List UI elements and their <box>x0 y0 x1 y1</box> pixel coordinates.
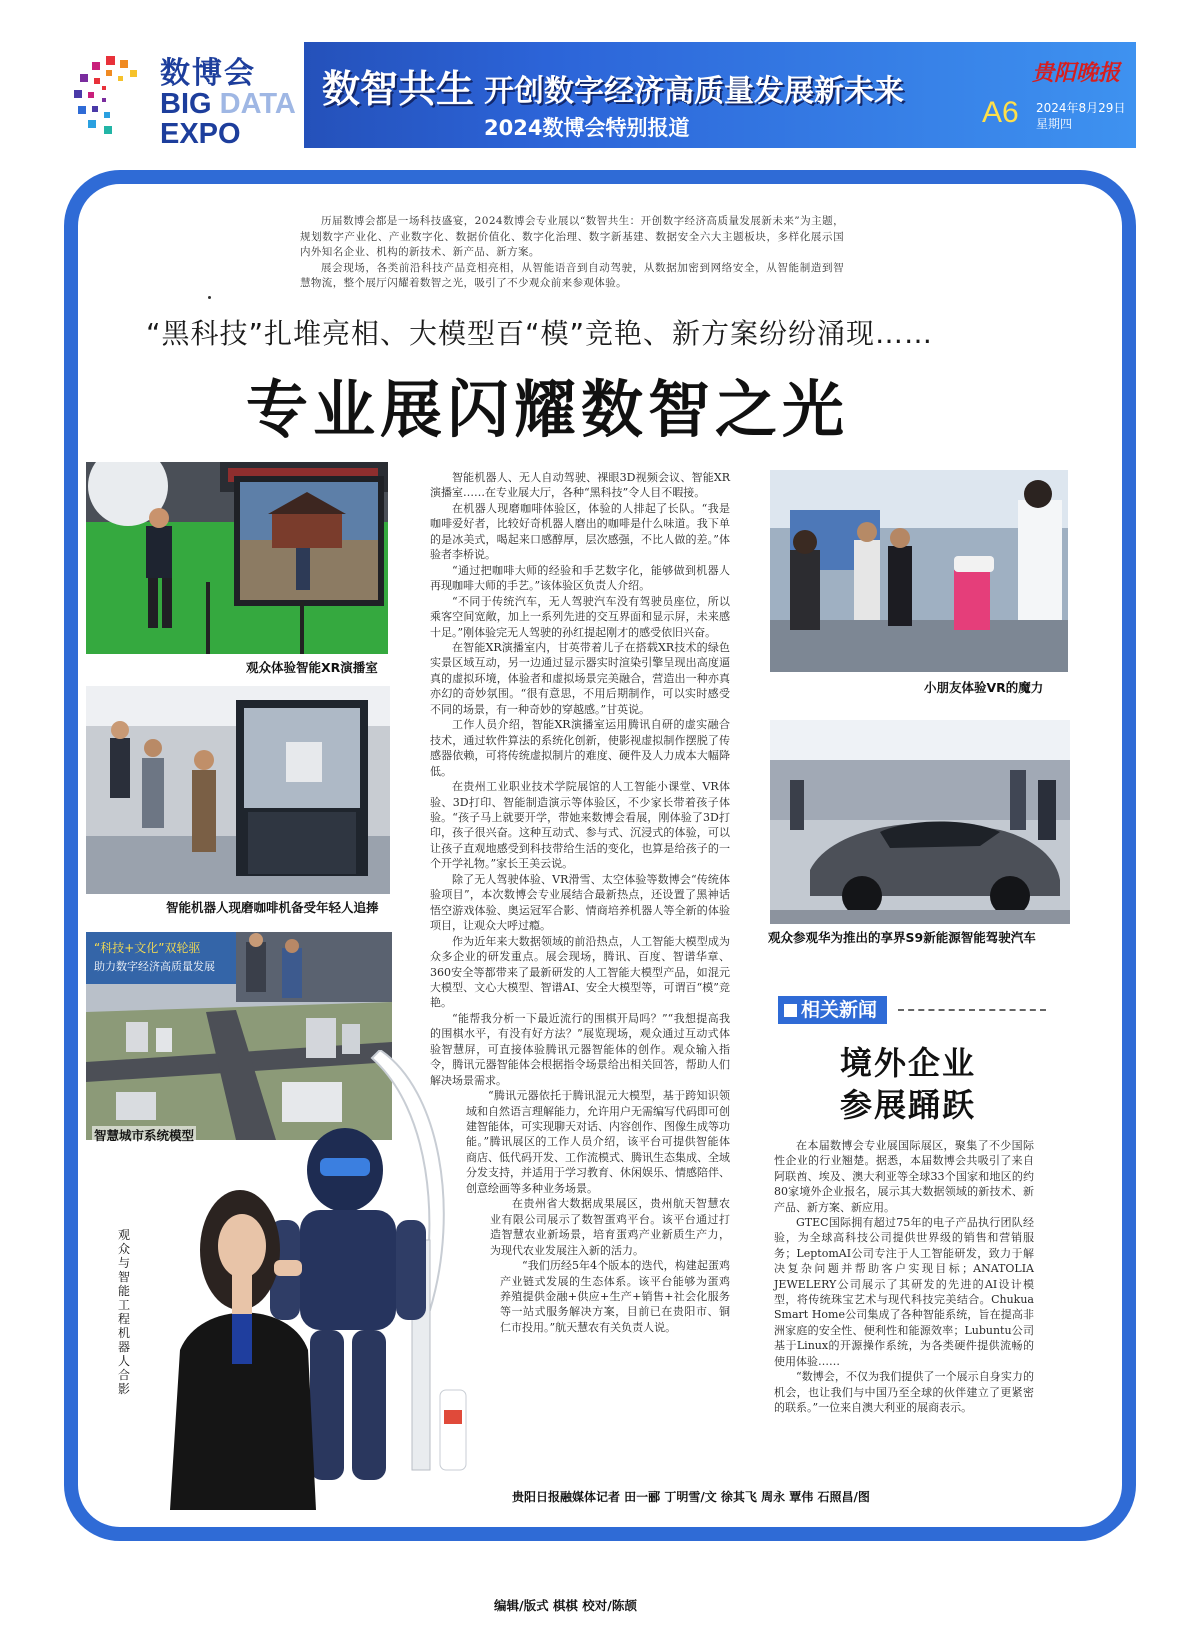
related-news-title <box>818 1042 998 1126</box>
expo-name-en-line1 <box>160 88 296 121</box>
article-paragraph: 在贵州工业职业技术学院展馆的人工智能小课堂、VR体验、3D打印、智能制造演示等体验区，不少家长带着孩子体验。“孩子马上就要开学，带她来数博会看展，刚体验了3D打印，孩子很兴奋。这种互动式、参与式、沉浸式的体验，可以让孩子直观地感受到科技带给生活的变化，也算是给孩子的一个开学礼物。”家长王美云说。 <box>430 780 730 871</box>
related-news-label: 相关新闻 <box>801 999 878 1021</box>
square-icon <box>784 1004 797 1017</box>
article-paragraph: “通过把咖啡大师的经验和手艺数字化，能够做到机器人再现咖啡大师的手艺。”该体验区负责人介绍。 <box>430 563 730 593</box>
caption-smart-car: 观众参观华为推出的享界S9新能源智能驾驶汽车 <box>768 930 1036 945</box>
expo-logo <box>64 42 304 148</box>
expo-name-cn: 数博会 <box>160 56 256 91</box>
caption-vr-kid: 小朋友体验VR的魔力 <box>924 680 1044 695</box>
article-paragraph: 作为近年来大数据领域的前沿热点，人工智能大模型成为众多企业的研发重点。展会现场，腾讯、百度、智谱华章、360安全等都带来了最新研发的人工智能大模型产品，如混元大模型、文心大模型、智谱AI、安全大模型等，可谓百“模”竞艳。 <box>430 934 730 1010</box>
photo-vr-kid <box>770 470 1068 672</box>
main-headline: 专业展闪耀数智之光 <box>246 373 850 446</box>
article-body <box>430 470 730 1335</box>
intro-paragraph: 历届数博会都是一场科技盛宴，2024数博会专业展以“数智共生：开创数字经济高质量发展新未来”为主题，规划数字产业化、产业数字化、数据价值化、数字化治理、数字新基建、数据安全六大主题板块，多样化展示国内外知名企业、机构的新技术、新产品、新方案。 <box>300 215 844 259</box>
city-banner-text-2: 助力数字经济高质量发展 <box>94 960 215 973</box>
intro-paragraph: 展会现场，各类前沿科技产品竞相亮相，从智能语音到自动驾驶，从数据加密到网络安全，从智能制造到智慧物流，整个展厅闪耀着数智之光，吸引了不少观众前来参观体验。 <box>300 261 844 290</box>
caption-engineering-robot: 观众与智能工程机器人合影 <box>118 1228 131 1396</box>
expo-name-en-line2: EXPO <box>160 118 241 148</box>
header-subtitle: 2024数博会特别报道 <box>484 116 690 140</box>
issue-weekday: 星期四 <box>1036 117 1073 131</box>
article-paragraph: 在贵州省大数据成果展区，贵州航天智慧农业有限公司展示了数智蛋鸡平台。该平台通过打造智慧农业新场景，培育蛋鸡产业新质生产力，为现代农业发展注入新的活力。 <box>490 1197 730 1257</box>
article-paragraph: 在机器人现磨咖啡体验区，体验的人排起了长队。“我是咖啡爱好者，比较好奇机器人磨出的咖啡是什么味道。我下单的是冰美式，喝起来口感醇厚，层次感强，不比人做的差。”体验者李桥说。 <box>430 501 730 562</box>
related-title-line: 境外企业 <box>839 1044 976 1082</box>
related-title-line: 参展踊跃 <box>839 1086 976 1124</box>
caption-smart-city: 智慧城市系统模型 <box>94 1128 195 1143</box>
article-paragraph: “能帮我分析一下最近流行的围棋开局吗？”“我想提高我的围棋水平，有没有好方法？”展览现场，观众通过互动式体验智慧屏，可直接体验腾讯元器智能体的创作。观众输入指令，腾讯元器智能体会根据指令场景给出相关回答，帮助人们解决场景需求。 <box>430 1011 730 1087</box>
page-number: A6 <box>982 96 1019 129</box>
article-paragraph: 在智能XR演播室内，甘英带着儿子在搭载XR技术的绿色实景区域互动，另一边通过显示器实时渲染引擎呈现出高度逼真的虚拟环境，体验者和虚拟场景完美融合，营造出一种亦真亦幻的奇妙氛围。“很有意思，不用后期制作，可以实时感受不同的场景，有一种奇妙的穿越感。”甘英说。 <box>430 640 730 716</box>
caption-xr-studio: 观众体验智能XR演播室 <box>246 660 378 675</box>
related-news-tag <box>778 996 887 1024</box>
photo-xr-studio <box>86 462 388 654</box>
decorative-dot <box>208 296 211 299</box>
header-slogan-b: 开创数字经济高质量发展新未来 <box>484 74 904 109</box>
byline-credit: 贵阳日报融媒体记者 田一郦 丁明雪/文 徐其飞 周永 覃伟 石照昌/图 <box>512 1490 870 1504</box>
page-header <box>64 42 1136 148</box>
related-news-body <box>774 1138 1034 1415</box>
article-paragraph: 智能机器人、无人自动驾驶、裸眼3D视频会议、智能XR演播室……在专业展大厅，各种“黑科技”令人目不暇接。 <box>430 471 730 500</box>
article-paragraph: 工作人员介绍，智能XR演播室运用腾讯自研的虚实融合技术，通过软件算法的系统化创新，使影视虚拟制作摆脱了传感器依赖，可将传统虚拟制片的难度、硬件及人力成本大幅降低。 <box>430 718 730 778</box>
header-slogan-a: 数智共生 <box>322 67 475 111</box>
expo-name-en-data: DATA <box>219 88 296 120</box>
photo-engineering-robot <box>140 1050 470 1510</box>
divider <box>898 1009 1046 1011</box>
article-paragraph: “我们历经5年4个版本的迭代，构建起蛋鸡产业链式发展的生态体系。该平台能够为蛋鸡养殖提供金融+供应+生产+销售+社会化服务等一站式服务解决方案，目前已在贵阳市、铜仁市投用。”航天慧农有关负责人说。 <box>500 1259 730 1334</box>
photo-smart-car <box>770 720 1070 924</box>
newspaper-name: 贵阳晚报 <box>1031 60 1120 86</box>
article-paragraph: “腾讯元器依托于腾讯混元大模型，基于跨知识领域和自然语言理解能力，允许用户无需编写代码即可创建智能体，可实现聊天对话、内容创作、图像生成等功能。”腾讯展区的工作人员介绍，该平台可提供智能体商店、低代码开发、工作流模式、腾讯生态集成、全域分发支持，并适用于学习教育、休闲娱乐、情感陪伴、创意绘画等多种业务场景。 <box>466 1089 730 1195</box>
caption-coffee-robot: 智能机器人现磨咖啡机备受年轻人追捧 <box>166 900 379 915</box>
kicker-headline: “黑科技”扎堆亮相、大模型百“模”竞艳、新方案纷纷涌现…… <box>146 317 934 350</box>
related-paragraph: GTEC国际拥有超过75年的电子产品执行团队经验，为全球高科技公司提供世界级的销售和营销服务；LeptomAI公司专注于人工智能研发，致力于解决复杂问题并帮助客户实现目标；ANATOLIA JEWELERY公司展示了其研发的先进的AI设计模型，将传统珠宝艺术与现代科技完美结合。Chukua Smart Home公司集成了各种智能系统，旨在提高非洲家庭的安全性、便利性和能源效率；Lubuntu公司基于Linux的开源操作系统，为各类硬件提供流畅的使用体验…… <box>774 1216 1034 1368</box>
city-banner-text-1: “科技+文化”双轮驱 <box>94 941 201 955</box>
issue-date <box>1036 100 1125 132</box>
issue-date-text: 2024年8月29日 <box>1036 101 1126 115</box>
expo-logo-mark <box>72 52 152 138</box>
expo-name-en-big: BIG <box>160 88 212 120</box>
related-paragraph: 在本届数博会专业展国际展区，聚集了不少国际性企业的行业翘楚。据悉，本届数博会共吸引了来自阿联酋、埃及、澳大利亚等全球33个国家和地区的约80家境外企业报名，展示其大数据领域的新技术、新产品、新方案、新应用。 <box>774 1139 1034 1214</box>
editor-credit: 编辑/版式 棋棋 校对/陈颉 <box>494 1598 637 1613</box>
photo-coffee-robot <box>86 686 390 894</box>
related-paragraph: “数博会，不仅为我们提供了一个展示自身实力的机会，也让我们与中国乃至全球的伙伴建立了更紧密的联系。”一位来自澳大利亚的展商表示。 <box>774 1370 1034 1414</box>
article-paragraph: 除了无人驾驶体验、VR滑雪、太空体验等数博会“传统体验项目”，本次数博会专业展结合最新热点，还设置了黑神话悟空游戏体验、奥运冠军合影、情商培养机器人等全新的体验项目，让观众大呼过瘾。 <box>430 872 730 933</box>
intro-text <box>300 214 844 292</box>
article-paragraph: “不同于传统汽车，无人驾驶汽车没有驾驶员座位，所以乘客空间宽敞，加上一系列先进的交互界面和显示屏，未来感十足。”刚体验完无人驾驶的孙红提起刚才的感受依旧兴奋。 <box>430 594 730 639</box>
